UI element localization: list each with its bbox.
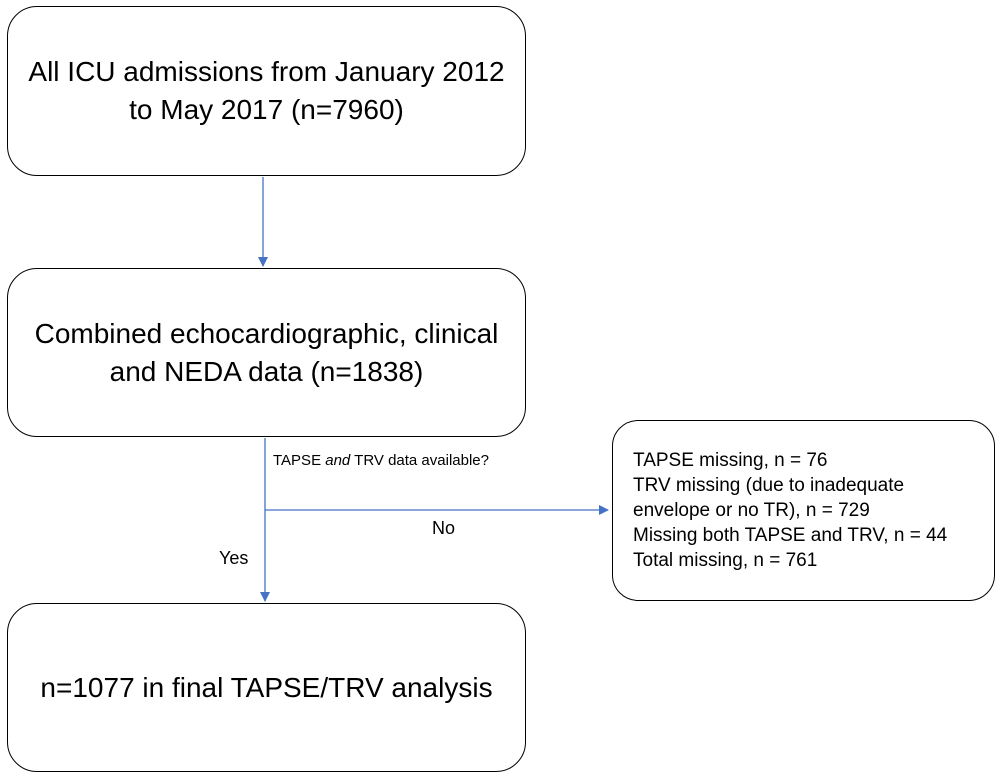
missing-line: Total missing, n = 761	[633, 550, 818, 571]
combined-data-text	[35, 315, 499, 391]
admissions-text	[28, 53, 504, 129]
combined-line-1: Combined echocardiographic, clinical	[34, 317, 499, 349]
question-post: TRV data available?	[350, 452, 489, 469]
final-analysis-text: n=1077 in final TAPSE/TRV analysis	[40, 671, 493, 703]
final-analysis-box	[7, 603, 526, 772]
combined-data-box	[7, 268, 526, 437]
admissions-box	[7, 6, 526, 176]
missing-line: Missing both TAPSE and TRV, n = 44	[633, 525, 948, 546]
missing-data-list	[633, 448, 947, 573]
yes-branch-label: Yes	[219, 548, 249, 568]
admissions-line-1: All ICU admissions from January 2012	[28, 56, 505, 87]
admissions-line-2: to May 2017 (n=7960)	[129, 94, 404, 125]
missing-line: envelope or no TR), n = 729	[633, 500, 870, 521]
question-emphasis: and	[325, 452, 351, 469]
combined-line-2: and NEDA data (n=1838)	[109, 355, 424, 387]
missing-line: TAPSE missing, n = 76	[633, 450, 828, 471]
missing-line: TRV missing (due to inadequate	[633, 475, 905, 496]
decision-question-label	[273, 452, 489, 469]
no-branch-label: No	[432, 518, 456, 538]
missing-data-box	[612, 420, 995, 601]
question-pre: TAPSE	[273, 452, 326, 469]
